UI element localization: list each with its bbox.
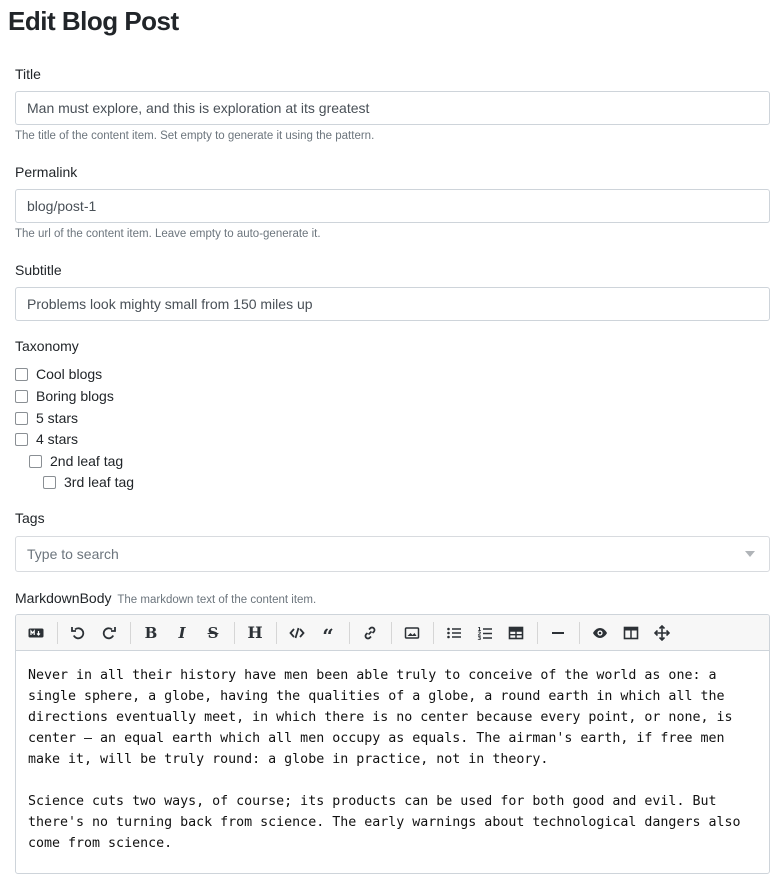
- taxonomy-item-cool-blogs[interactable]: [15, 366, 102, 382]
- toolbar-divider: [130, 622, 131, 644]
- title-input[interactable]: [15, 91, 770, 125]
- checkbox-label: 2nd leaf tag: [50, 453, 124, 469]
- subtitle-label: Subtitle: [15, 262, 62, 278]
- ordered-list-icon[interactable]: [470, 618, 500, 648]
- taxonomy-item-2nd-leaf-tag[interactable]: [29, 453, 123, 469]
- unordered-list-icon[interactable]: [439, 618, 469, 648]
- taxonomy-item-3rd-leaf-tag[interactable]: [43, 474, 134, 490]
- toolbar-divider: [433, 622, 434, 644]
- toolbar-divider: [276, 622, 277, 644]
- paragraph: Science cuts two ways, of course; its products can be used for both good and evil. But there's no turning back from science. The early warnings about technological dangers also come from science.: [28, 794, 741, 851]
- toolbar-divider: [579, 622, 580, 644]
- toolbar-divider: [349, 622, 350, 644]
- permalink-help: The url of the content item. Leave empty to auto-generate it.: [15, 228, 321, 240]
- code-icon[interactable]: [282, 618, 312, 648]
- checkbox[interactable]: [29, 455, 42, 468]
- tags-select[interactable]: [15, 536, 770, 572]
- permalink-input[interactable]: [15, 189, 770, 223]
- checkbox-label: 4 stars: [36, 431, 79, 447]
- tags-label: Tags: [15, 510, 45, 526]
- checkbox[interactable]: [15, 433, 28, 446]
- fullscreen-icon[interactable]: [647, 618, 677, 648]
- redo-icon[interactable]: [94, 618, 124, 648]
- bold-icon[interactable]: B: [144, 623, 158, 642]
- page-title: Edit Blog Post: [8, 6, 179, 36]
- permalink-label: Permalink: [15, 164, 78, 180]
- subtitle-input[interactable]: [15, 287, 770, 321]
- undo-icon[interactable]: [63, 618, 93, 648]
- svg-text:1: 1: [477, 626, 482, 633]
- side-by-side-icon[interactable]: [616, 618, 646, 648]
- checkbox-label: 3rd leaf tag: [64, 474, 135, 490]
- toolbar-divider: [234, 622, 235, 644]
- checkbox-label: Cool blogs: [36, 366, 103, 382]
- svg-text:2: 2: [477, 631, 482, 637]
- preview-icon[interactable]: [585, 618, 615, 648]
- heading-icon[interactable]: H: [247, 623, 263, 642]
- markdown-label-text: MarkdownBody: [15, 590, 112, 606]
- title-help: The title of the content item. Set empty to generate it using the pattern.: [15, 130, 375, 142]
- editor-toolbar: [16, 615, 769, 651]
- markdown-icon[interactable]: [21, 618, 51, 648]
- quote-icon[interactable]: “: [322, 623, 334, 648]
- taxonomy-item-boring-blogs[interactable]: [15, 388, 114, 404]
- strikethrough-icon[interactable]: S: [207, 623, 219, 642]
- taxonomy-item-5-stars[interactable]: [15, 410, 78, 426]
- horizontal-rule-icon[interactable]: [543, 618, 573, 648]
- link-icon[interactable]: [355, 618, 385, 648]
- taxonomy-label: Taxonomy: [15, 338, 79, 354]
- toolbar-divider: [391, 622, 392, 644]
- checkbox-label: 5 stars: [36, 410, 79, 426]
- tags-placeholder: Type to search: [27, 546, 119, 562]
- checkbox[interactable]: [15, 368, 28, 381]
- checkbox-label: Boring blogs: [36, 388, 114, 404]
- svg-text:3: 3: [477, 635, 482, 641]
- taxonomy-item-4-stars[interactable]: [15, 431, 78, 447]
- image-icon[interactable]: [397, 618, 427, 648]
- table-icon[interactable]: [501, 618, 531, 648]
- toolbar-divider: [57, 622, 58, 644]
- title-label: Title: [15, 66, 41, 82]
- italic-icon[interactable]: I: [178, 623, 186, 642]
- chevron-down-icon[interactable]: [745, 551, 755, 557]
- toolbar-divider: [537, 622, 538, 644]
- markdown-label: [15, 590, 316, 606]
- editor-content[interactable]: [16, 651, 769, 874]
- checkbox[interactable]: [15, 390, 28, 403]
- markdown-help: The markdown text of the content item.: [117, 594, 317, 606]
- checkbox[interactable]: [43, 476, 56, 489]
- markdown-editor: [15, 614, 770, 874]
- paragraph: Never in all their history have men been able truly to conceive of the world as one: a single sphere, a globe, having the qualities of a globe, a round earth in which all the directions eventually meet, in which there is no center because every point, or none, is center — an equal earth which all men occupy as equals. The airman's earth, if free men make it, will be truly round: a globe in practice, not in theory.: [28, 668, 733, 767]
- checkbox[interactable]: [15, 412, 28, 425]
